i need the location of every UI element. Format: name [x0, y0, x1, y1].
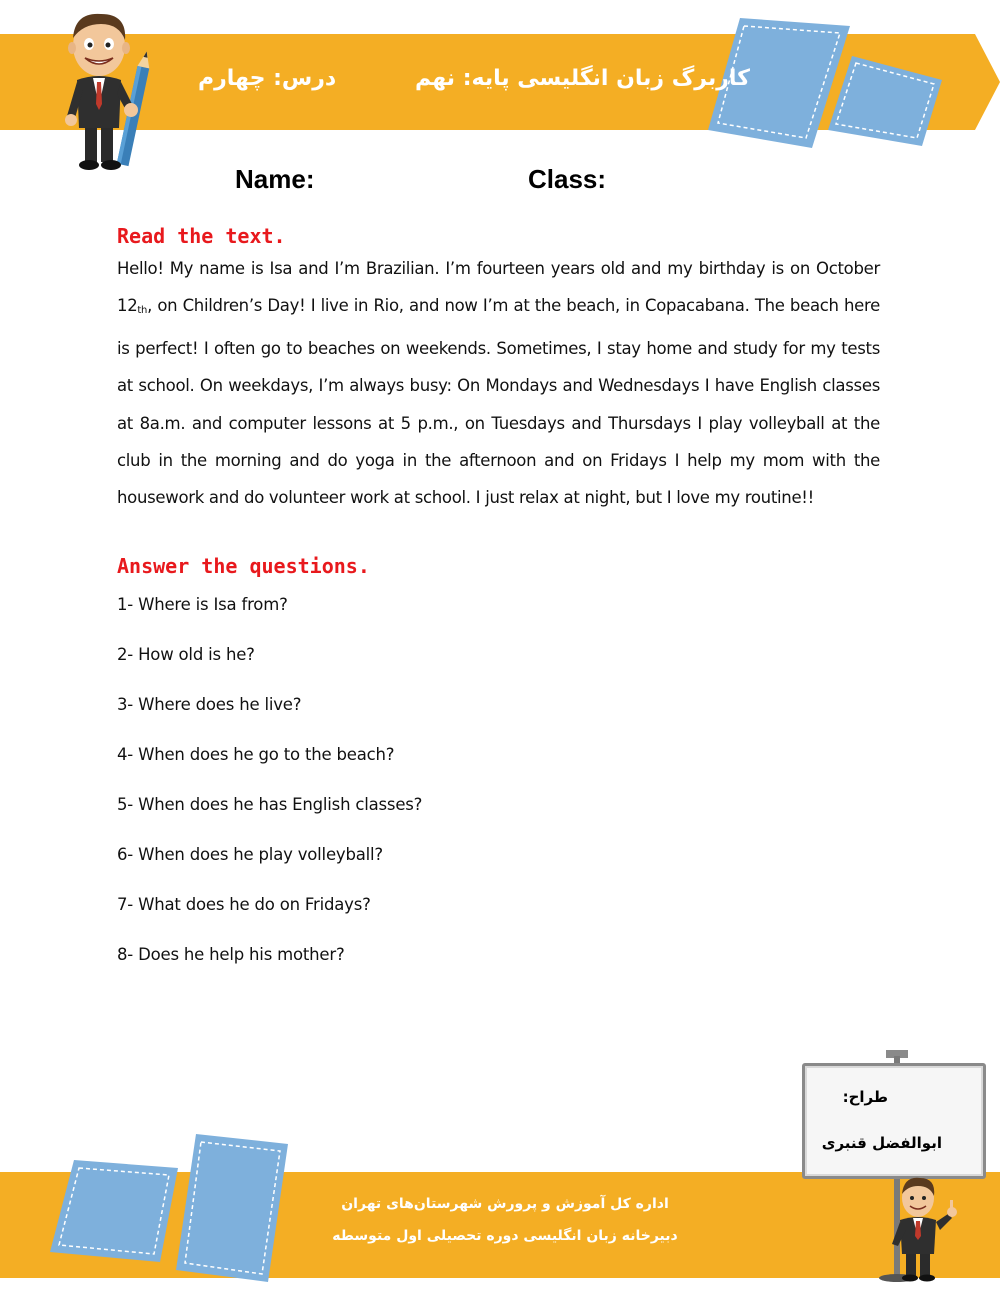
- teacher-illustration: [55, 6, 155, 172]
- reading-passage: [117, 250, 880, 517]
- question-item: 4- When does he go to the beach?: [117, 745, 395, 764]
- question-item: 2- How old is he?: [117, 645, 255, 664]
- class-label: Class:: [528, 164, 607, 194]
- footer-patch-right: [172, 1130, 292, 1285]
- question-list: [117, 595, 422, 995]
- lesson-number: درس: چهارم: [198, 66, 337, 91]
- question-item: 8- Does he help his mother?: [117, 945, 345, 964]
- question-item: 7- What does he do on Fridays?: [117, 895, 371, 914]
- question-item: 5- When does he has English classes?: [117, 795, 423, 814]
- designer-sign: [802, 1063, 986, 1179]
- reading-superscript: th: [137, 305, 148, 317]
- worksheet-title: کاربرگ زبان انگلیسی پایه: نهم: [415, 66, 750, 91]
- footer-line-1: اداره کل آموزش و پرورش شهرستان‌های تهران: [341, 1196, 669, 1212]
- reading-text-part2: , on Children’s Day! I live in Rio, and now I’m at the beach, in Copacabana. The beach here is perfect! I often go to beaches on weekends. Sometimes, I stay home and study for my tests at school. On weekdays, I’m always busy: On Mondays and Wednesdays I have English classes at 8a.m. and computer lessons at 5 p.m., on Tuesdays and Thursdays I play volleyball at the club in the morning and do yoga in the afternoon and on Fridays I help my mom with the housework and do volunteer work at school. I just relax at night, but I love my routine!!: [117, 296, 880, 508]
- footer-line-2: دبیرخانه زبان انگلیسی دوره تحصیلی اول متوسطه: [332, 1228, 678, 1244]
- footer-patch-left: [44, 1156, 184, 1266]
- question-item: 6- When does he play volleyball?: [117, 845, 383, 864]
- reading-heading: Read the text.: [117, 224, 286, 248]
- reading-text-part1: Hello! My name is Isa and I’m Brazilian. I’m fourteen years old and my birthday is on October 12: [117, 259, 880, 316]
- question-item: 3- Where does he live?: [117, 695, 302, 714]
- name-label: Name:: [235, 164, 315, 194]
- questions-heading: Answer the questions.: [117, 554, 370, 578]
- designer-label: طراح:: [842, 1088, 888, 1106]
- header-patch-small: [822, 50, 947, 150]
- designer-name: ابوالفضل قنبری: [821, 1134, 942, 1152]
- presenter-illustration: [880, 1174, 960, 1282]
- question-item: 1- Where is Isa from?: [117, 595, 288, 614]
